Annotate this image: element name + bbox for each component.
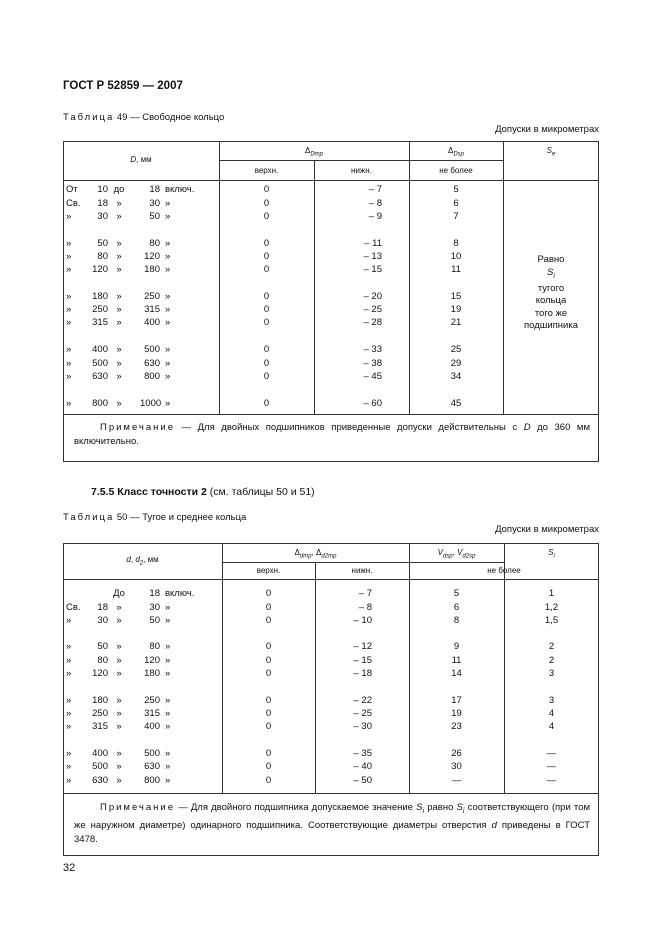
table-cell-from: 500 [92, 358, 108, 369]
table-49-note: Примечание — Для двойных подшипников приведенные допуски действительны с D до 360 мм включительно. [74, 422, 590, 447]
table-49-head-se: $S_e$ [546, 146, 556, 158]
table-cell-prefix: » [66, 251, 72, 262]
table-cell-sep: » [116, 695, 122, 706]
table-cell-upper: 0 [265, 655, 272, 666]
table-50-note: Примечание — Для двойного подшипника допускаемое значение $S_i$ равно $S_i$ соответствующего (при том же наружном диаметре) одинарного подшипника. Соответствующие диаметры отверстия d приведены в ГОСТ 3478. [74, 802, 591, 845]
page-number: 32 [63, 862, 76, 874]
table-cell-to: 315 [144, 304, 160, 315]
table-cell-vdsp: 6 [453, 602, 460, 613]
table-50-head-si: $S_i$ [548, 548, 555, 560]
table-cell-to: 180 [144, 668, 160, 679]
table-cell-from: 80 [97, 251, 108, 262]
table-cell-vdsp: 14 [451, 668, 462, 679]
table-cell-from: 50 [97, 238, 108, 249]
table-cell-suffix: » [165, 602, 171, 613]
table-cell-si: 1,2 [544, 602, 559, 613]
table-cell-upper: 0 [265, 761, 272, 772]
table-cell-sep: до [113, 184, 125, 195]
table-cell-suffix: » [165, 198, 171, 209]
table-cell-prefix: » [66, 761, 72, 772]
table-cell-si: — [546, 761, 557, 772]
table-cell-from: 30 [97, 211, 108, 222]
table-cell-lower: – 38 [363, 358, 382, 369]
table-cell-sep: » [116, 211, 122, 222]
table-cell-from: 50 [97, 641, 108, 652]
table-cell-lower: – 12 [353, 641, 372, 652]
table-cell-lower: – 10 [353, 615, 372, 626]
table-cell-sep: » [116, 602, 122, 613]
table-cell-from: 400 [92, 344, 108, 355]
table-cell-sep: » [116, 721, 122, 732]
table-49-head-max: не более [439, 166, 473, 175]
table-cell-prefix: » [66, 344, 72, 355]
table-cell-suffix: » [165, 775, 171, 786]
table-cell-vdsp: 9 [453, 641, 460, 652]
table-cell-prefix: » [66, 238, 72, 249]
table-cell-to: 630 [144, 761, 160, 772]
table-cell-upper: 0 [263, 344, 270, 355]
table-cell-dsp: 29 [450, 358, 462, 369]
table-cell-upper: 0 [265, 588, 272, 599]
table-cell-from: 18 [97, 602, 108, 613]
table-cell-to: 800 [144, 775, 160, 786]
table-cell-prefix: » [66, 358, 72, 369]
table-cell-upper: 0 [265, 602, 272, 613]
table-cell-si: 2 [548, 641, 555, 652]
table-50-head-dmp: $\Delta_{dmp}$, $\Delta_{d2mp}$ [294, 548, 337, 560]
table-cell-sep: » [116, 358, 122, 369]
table-cell-suffix: » [165, 358, 171, 369]
table-49-units: Допуски в микрометрах [495, 124, 599, 135]
table-cell-prefix: » [66, 615, 72, 626]
table-cell-sep: » [116, 264, 122, 275]
table-50-head-lower: нижн. [351, 566, 373, 575]
table-cell-si: — [546, 775, 557, 786]
table-cell-dsp: 5 [453, 184, 459, 195]
table-cell-sep: » [116, 198, 122, 209]
table-cell-dsp: 19 [450, 304, 462, 315]
table-cell-upper: 0 [263, 211, 270, 222]
table-cell-sep: » [116, 748, 122, 759]
table-cell-si: 4 [548, 708, 555, 719]
table-cell-suffix: » [165, 371, 171, 382]
table-cell-prefix: » [66, 695, 72, 706]
table-cell-lower: – 28 [363, 317, 382, 328]
table-cell-sep: » [116, 398, 122, 409]
table-cell-upper: 0 [263, 317, 270, 328]
table-cell-suffix: » [165, 238, 171, 249]
table-cell-lower: – 7 [358, 588, 372, 599]
table-50-units: Допуски в микрометрах [495, 524, 599, 535]
table-49-head-dmp: $\Delta_{Dmp}$ [304, 146, 323, 158]
table-cell-lower: – 33 [363, 344, 382, 355]
table-50-head-max: не более [487, 566, 521, 575]
table-cell-prefix: » [66, 291, 72, 302]
table-cell-upper: 0 [263, 371, 270, 382]
table-50-caption-word: Таблица [63, 512, 115, 523]
table-cell-to: 250 [144, 695, 160, 706]
table-cell-dsp: 11 [451, 264, 461, 275]
table-cell-upper: 0 [263, 304, 270, 315]
table-cell-lower: – 22 [353, 695, 372, 706]
table-cell-si: 3 [548, 695, 555, 706]
table-cell-lower: – 25 [353, 708, 372, 719]
table-cell-upper: 0 [263, 184, 270, 195]
table-cell-sep: » [116, 615, 122, 626]
table-cell-suffix: » [165, 748, 171, 759]
table-cell-lower: – 60 [363, 398, 382, 409]
table-cell-lower: – 8 [358, 602, 372, 613]
table-49-head-upper: верхн. [254, 166, 279, 175]
table-cell-sep: » [116, 655, 122, 666]
table-50-head-vdsp: $V_{dsp}$, $V_{d2sp}$ [437, 548, 476, 560]
table-cell-to: 400 [144, 317, 160, 328]
table-cell-to: 30 [149, 602, 160, 613]
table-cell-suffix: включ. [165, 184, 195, 195]
table-cell-suffix: » [165, 317, 171, 328]
table-50-caption [63, 512, 246, 523]
table-49-head-dsp: $\Delta_{Dsp}$ [447, 146, 464, 158]
table-cell-suffix: » [165, 211, 171, 222]
table-cell-sep: » [116, 668, 122, 679]
table-cell-to: 120 [144, 251, 160, 262]
table-cell-lower: – 15 [353, 655, 372, 666]
table-cell-si: 1 [548, 588, 555, 599]
table-cell-prefix: » [66, 317, 72, 328]
table-cell-suffix: » [165, 304, 171, 315]
table-cell-to: 800 [144, 371, 160, 382]
table-cell-to: 500 [144, 748, 160, 759]
table-cell-dsp: 6 [453, 198, 459, 209]
table-cell-si: — [546, 748, 557, 759]
table-cell-from: 400 [92, 748, 108, 759]
table-cell-from: 120 [92, 668, 108, 679]
table-cell-from: 18 [97, 198, 108, 209]
table-cell-dsp: 8 [453, 238, 459, 249]
table-cell-suffix: » [165, 251, 171, 262]
table-cell-prefix: Св. [66, 602, 81, 613]
table-cell-upper: 0 [263, 264, 270, 275]
table-cell-from: 80 [97, 655, 108, 666]
table-cell-dsp: 7 [453, 211, 459, 222]
table-cell-lower: – 25 [363, 304, 382, 315]
table-cell-prefix: » [66, 748, 72, 759]
table-cell-suffix: » [165, 655, 171, 666]
table-49-caption-word: Таблица [63, 112, 115, 123]
table-cell-dsp: 25 [450, 344, 462, 355]
table-cell-dsp: 15 [450, 291, 462, 302]
table-cell-to: 80 [149, 641, 160, 652]
table-cell-from: 630 [92, 775, 108, 786]
table-cell-lower: – 50 [353, 775, 372, 786]
table-cell-to: 1000 [140, 398, 162, 409]
table-cell-sep: » [116, 291, 122, 302]
table-cell-to: 250 [144, 291, 160, 302]
table-cell-vdsp: 17 [451, 695, 462, 706]
table-cell-to: 400 [144, 721, 160, 732]
table-cell-from: 500 [92, 761, 108, 772]
table-cell-vdsp: — [451, 775, 462, 786]
table-cell-lower: – 30 [353, 721, 372, 732]
table-49-head-d: D, мм [130, 155, 152, 164]
table-cell-upper: 0 [265, 615, 272, 626]
table-cell-lower: – 11 [364, 238, 382, 249]
table-cell-si: 2 [548, 655, 555, 666]
table-cell-dsp: 21 [450, 317, 462, 328]
table-cell-sep: » [116, 708, 122, 719]
table-50-head-d: d, $d_2$, мм [126, 555, 159, 567]
table-cell-sep: » [116, 775, 122, 786]
table-cell-prefix: » [66, 371, 72, 382]
table-cell-upper: 0 [263, 198, 270, 209]
table-cell-upper: 0 [265, 748, 272, 759]
table-cell-si: 4 [548, 721, 555, 732]
table-cell-to: 30 [149, 198, 160, 209]
table-cell-prefix: » [66, 655, 72, 666]
table-cell-lower: – 7 [368, 184, 382, 195]
table-cell-to: 80 [149, 238, 160, 249]
table-cell-upper: 0 [263, 358, 270, 369]
table-cell-from: 315 [92, 317, 108, 328]
section-heading: 7.5.5 Класс точности 2 (см. таблицы 50 и 51) [91, 486, 315, 498]
table-cell-prefix: » [66, 304, 72, 315]
table-cell-vdsp: 5 [453, 588, 460, 599]
table-cell-lower: – 18 [353, 668, 372, 679]
table-cell-lower: – 8 [368, 198, 382, 209]
table-cell-to: 315 [144, 708, 160, 719]
table-cell-upper: 0 [263, 251, 270, 262]
table-cell-from: 120 [92, 264, 108, 275]
table-cell-sep: » [116, 317, 122, 328]
table-cell-prefix: » [66, 668, 72, 679]
table-50-caption-title: 50 — Тугое и среднее кольца [116, 512, 247, 523]
table-cell-to: 18 [149, 184, 160, 195]
table-cell-to: 50 [149, 615, 160, 626]
table-cell-to: 50 [149, 211, 160, 222]
table-cell-lower: – 9 [368, 211, 382, 222]
table-cell-suffix: » [165, 668, 171, 679]
table-cell-prefix: » [66, 398, 72, 409]
table-cell-vdsp: 26 [451, 748, 462, 759]
table-cell-sep: » [116, 238, 122, 249]
table-cell-suffix: » [165, 695, 171, 706]
table-cell-prefix: » [66, 641, 72, 652]
table-cell-suffix: » [165, 264, 171, 275]
table-cell-upper: 0 [263, 291, 270, 302]
table-cell-upper: 0 [263, 398, 270, 409]
table-cell-vdsp: 11 [451, 655, 462, 666]
table-cell-upper: 0 [265, 641, 272, 652]
table-cell-from: 180 [92, 695, 108, 706]
table-50-head-upper: верхн. [256, 566, 281, 575]
table-cell-from: 630 [92, 371, 108, 382]
table-cell-suffix: » [165, 398, 171, 409]
table-cell-suffix: включ. [165, 588, 195, 599]
table-cell-dsp: 34 [450, 371, 462, 382]
table-cell-from: 250 [92, 708, 108, 719]
table-cell-prefix: » [66, 708, 72, 719]
table-cell-sep: » [116, 371, 122, 382]
table-49-se-note: Равно $S_i$ тугого кольца того же подшипника [523, 254, 579, 332]
table-cell-suffix: » [165, 761, 171, 772]
table-cell-sep: » [116, 641, 122, 652]
table-49-head-lower: нижн. [351, 166, 372, 175]
table-cell-vdsp: 23 [451, 721, 462, 732]
table-cell-to: 630 [144, 358, 160, 369]
table-cell-suffix: » [165, 291, 171, 302]
table-cell-lower: – 15 [363, 264, 382, 275]
table-cell-sep: » [116, 761, 122, 772]
table-cell-si: 3 [548, 668, 555, 679]
table-cell-sep: » [116, 251, 122, 262]
table-cell-suffix: » [165, 641, 171, 652]
table-cell-lower: – 13 [363, 251, 382, 262]
table-cell-vdsp: 30 [451, 761, 462, 772]
table-cell-prefix: » [66, 721, 72, 732]
table-cell-to: 120 [144, 655, 160, 666]
table-cell-vdsp: 19 [451, 708, 462, 719]
table-cell-sep: » [116, 304, 122, 315]
table-cell-sep: До [113, 588, 125, 599]
table-cell-from: 315 [92, 721, 108, 732]
table-cell-prefix: От [66, 184, 78, 195]
document-title: ГОСТ Р 52859 — 2007 [63, 80, 183, 92]
table-cell-lower: – 45 [363, 371, 382, 382]
table-cell-lower: – 35 [353, 748, 372, 759]
table-cell-upper: 0 [265, 668, 272, 679]
table-cell-to: 180 [144, 264, 160, 275]
table-cell-prefix: » [66, 775, 72, 786]
table-cell-suffix: » [165, 344, 171, 355]
table-cell-suffix: » [165, 721, 171, 732]
table-cell-dsp: 10 [450, 251, 462, 262]
table-cell-upper: 0 [265, 708, 272, 719]
table-cell-upper: 0 [265, 695, 272, 706]
table-cell-from: 800 [92, 398, 108, 409]
table-cell-prefix: Св. [66, 198, 81, 209]
table-cell-upper: 0 [265, 721, 272, 732]
table-49-caption [63, 112, 224, 123]
table-cell-sep: » [116, 344, 122, 355]
table-cell-si: 1,5 [544, 615, 559, 626]
table-cell-prefix: » [66, 211, 72, 222]
table-cell-upper: 0 [265, 775, 272, 786]
table-cell-to: 18 [149, 588, 160, 599]
table-49-caption-title: 49 — Свободное кольцо [116, 112, 225, 123]
table-cell-upper: 0 [263, 238, 270, 249]
table-cell-vdsp: 8 [453, 615, 460, 626]
table-cell-dsp: 45 [450, 398, 462, 409]
table-cell-from: 10 [97, 184, 108, 195]
table-cell-from: 30 [97, 615, 108, 626]
table-cell-from: 180 [92, 291, 108, 302]
table-cell-to: 500 [144, 344, 160, 355]
table-cell-lower: – 40 [353, 761, 372, 772]
table-cell-suffix: » [165, 708, 171, 719]
table-cell-suffix: » [165, 615, 171, 626]
table-cell-prefix: » [66, 264, 72, 275]
table-cell-lower: – 20 [363, 291, 382, 302]
table-cell-from: 250 [92, 304, 108, 315]
